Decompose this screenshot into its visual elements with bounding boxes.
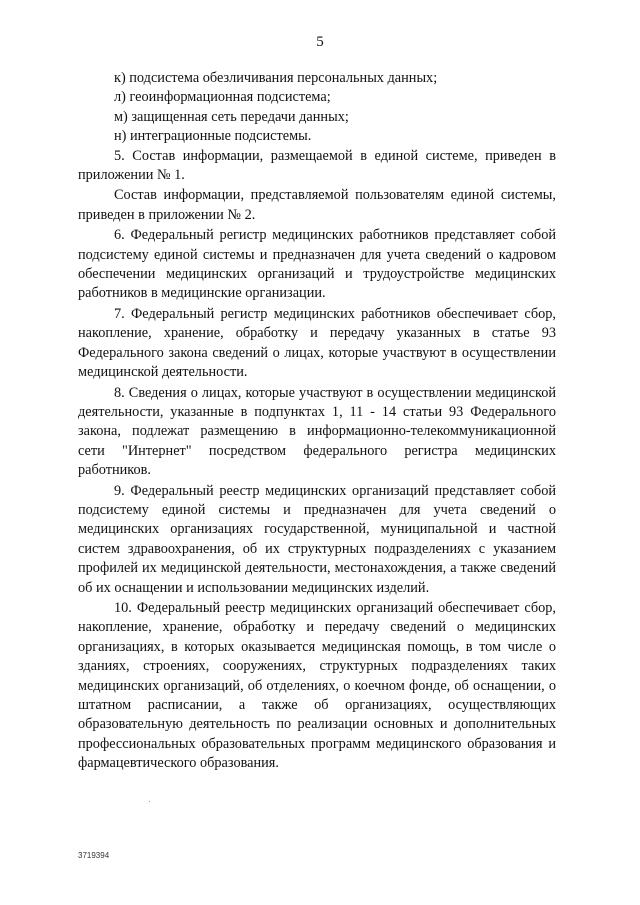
document-body [78, 69, 556, 775]
paragraph-5: 5. Состав информации, размещаемой в единой системе, приведен в приложении № 1. [78, 147, 556, 184]
scan-speck [149, 801, 150, 802]
paragraph-5-cont: Состав информации, представляемой пользователям единой системы, приведен в приложении № 2. [78, 187, 556, 223]
list-item-m: м) защищенная сеть передачи данных; [114, 108, 349, 125]
paragraph-10: 10. Федеральный реестр медицинских организаций обеспечивает сбор, накопление, хранение, обработку и передачу сведений о медицинских организациях, в которых оказывается медицинская помощь, в том числе о зданиях, строениях, сооружениях, структурных подразделениях таких медицинских организаций, об отделениях, о коечном фонде, об оснащении, о штатном расписании, а также об организациях, осуществляющих образовательную деятельность по реализации основных и дополнительных профессиональных образовательных программ медицинского образования и фармацевтического образования. [78, 599, 556, 772]
list-item-n: н) интеграционные подсистемы. [114, 128, 312, 145]
document-code: 3719394 [78, 851, 110, 860]
paragraph-7: 7. Федеральный регистр медицинских работников обеспечивает сбор, накопление, хранение, обработку и передачу указанных в статье 93 Федерального закона сведений о лицах, которые участвуют в осуществлении медицинской деятельности. [78, 305, 556, 381]
page-number: 5 [316, 34, 324, 50]
list-item-l: л) геоинформационная подсистема; [114, 89, 331, 106]
paragraph-6: 6. Федеральный регистр медицинских работников представляет собой подсистему единой системы и предназначен для учета сведений о кадровом обеспечении медицинских организаций и трудоустройстве медицинских работников в медицинские организации. [78, 227, 556, 302]
list-item-k: к) подсистема обезличивания персональных данных; [114, 70, 438, 86]
paragraph-8: 8. Сведения о лицах, которые участвуют в осуществлении медицинской деятельности, указанные в подпунктах 1, 11 - 14 статьи 93 Федерального закона, подлежат размещению в информационно-телекоммуникационной сети "Интернет" посредством федерального регистра медицинских работников. [78, 384, 556, 479]
paragraph-9: 9. Федеральный реестр медицинских организаций представляет собой подсистему единой системы и предназначен для учета сведений о медицинских организациях государственной, муниципальной и частной систем здравоохранения, об их структурных подразделениях с указанием профилей их медицинской деятельности, местонахождения, а также сведений об их оснащении и использовании медицинских изделий. [78, 482, 556, 596]
